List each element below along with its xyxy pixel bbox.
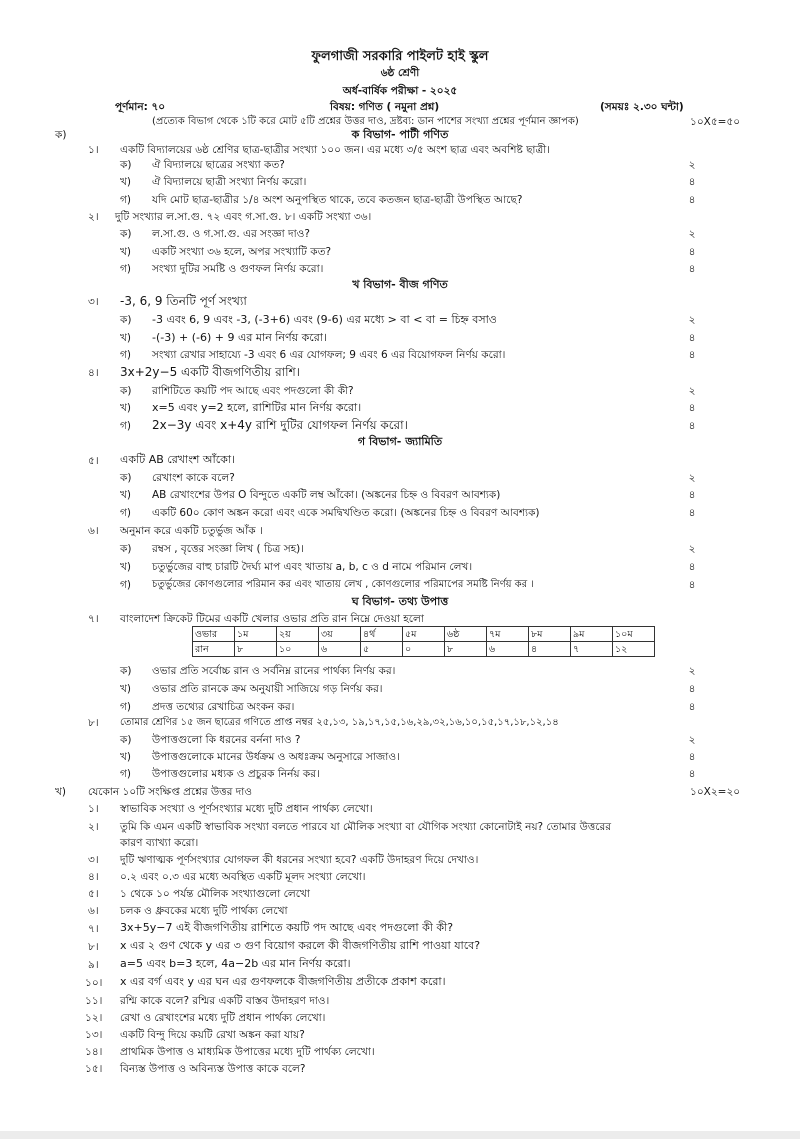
q5-stem: একটি AB রেখাংশ আঁকো।	[120, 453, 236, 466]
q5-a-mark: ২	[688, 472, 696, 484]
short-q4-number: ৪।	[88, 871, 99, 883]
table-cell: ৫ম	[403, 627, 445, 642]
q2-number: ২।	[88, 211, 99, 223]
q3-c-mark: ৪	[688, 349, 696, 361]
short-q11-text: রশ্মি কাকে বলে? রশ্মির একটি বাস্তব উদাহরণ দাও।	[120, 995, 330, 1007]
part-a-marks: ১০X৫=৫০	[690, 116, 741, 128]
q7-c-label: গ)	[120, 701, 131, 713]
q7-number: ৭।	[88, 613, 99, 625]
subject: বিষয়: গণিত ( নমুনা প্রশ্ন)	[330, 101, 440, 113]
table-cell: ৯ম	[571, 627, 613, 642]
q6-c-text: চতুর্ভুজের কোণগুলোর পরিমান কর এবং খাতায় লেখ , কোণগুলোর পরিমাপের সমষ্টি নির্ণয় কর ।	[152, 579, 534, 590]
runs-table	[192, 626, 655, 657]
table-cell: ২য়	[277, 627, 319, 642]
table-cell: ৭	[571, 642, 613, 657]
q4-c-text: 2x−3y এবং x+4y রাশি দুটির যোগফল নির্ণয় করো।	[152, 418, 408, 432]
short-q13-number: ১৩।	[85, 1029, 103, 1041]
short-q10-number: ১০।	[85, 977, 103, 989]
q2-a-text: ল.সা.গু. ও গ.সা.গু. এর সংজ্ঞা দাও?	[152, 228, 310, 240]
table-cell: ১০ম	[613, 627, 655, 642]
part-b-title: যেকোন ১০টি সংক্ষিপ্ত প্রশ্নের উত্তর দাও	[88, 786, 253, 798]
short-q6-number: ৬।	[88, 905, 99, 917]
short-q5-number: ৫।	[88, 888, 99, 900]
short-q13-text: একটি বিন্দু দিয়ে কয়টি রেখা অঙ্কন করা যায়?	[120, 1029, 305, 1041]
q4-c-label: গ)	[120, 420, 131, 432]
table-cell: ওভার	[193, 627, 235, 642]
page-bottom-edge	[0, 1131, 800, 1139]
short-q7-number: ৭।	[88, 923, 99, 935]
exam-time: (সময়ঃ ২.৩০ ঘন্টা)	[600, 101, 684, 113]
table-cell: ৮	[445, 642, 487, 657]
q8-number: ৮।	[88, 717, 99, 729]
q1-b-label: খ)	[120, 176, 131, 188]
q2-c-mark: ৪	[688, 263, 696, 275]
q4-a-text: রাশিটিতে কয়টি পদ আছে এবং পদগুলো কী কী?	[152, 385, 354, 397]
q3-b-text: -(-3) + (-6) + 9 এর মান নির্ণয় করো।	[152, 331, 327, 344]
q4-c-mark: ৪	[688, 420, 696, 432]
table-cell: ৭ম	[487, 627, 529, 642]
q4-b-text: x=5 এবং y=2 হলে, রাশিটির মান নির্ণয় করো।	[152, 401, 362, 414]
q2-a-mark: ২	[688, 228, 696, 240]
full-marks: পূর্ণমান: ৭০	[115, 101, 166, 113]
q6-a-mark: ২	[688, 543, 696, 555]
short-q9-text: a=5 এবং b=3 হলে, 4a−2b এর মান নির্ণয় করো।	[120, 957, 351, 970]
q4-a-label: ক)	[120, 385, 132, 397]
q1-c-text: যদি মোট ছাত্র-ছাত্রীর ১/৪ অংশ অনুপস্থিত থাকে, তবে কতজন ছাত্র-ছাত্রী উপস্থিত আছে?	[152, 194, 523, 206]
q7-b-mark: ৪	[688, 683, 696, 695]
q4-stem: 3x+2y−5 একটি বীজগণিতীয় রাশি।	[120, 365, 300, 379]
q7-c-mark: ৪	[688, 701, 696, 713]
q7-a-mark: ২	[688, 665, 696, 677]
q1-c-label: গ)	[120, 194, 131, 206]
q6-c-label: গ)	[120, 579, 131, 591]
short-q3-text: দুটি ঋণাত্মক পূর্ণসংখ্যার যোগফল কী ধরনের সংখ্যা হবে? একটি উদাহরণ দিয়ে দেখাও।	[120, 854, 479, 866]
q1-a-label: ক)	[120, 159, 132, 171]
class-name: ৬ষ্ঠ শ্রেণী	[380, 67, 420, 79]
q8-a-label: ক)	[120, 734, 132, 746]
table-cell: ১২	[613, 642, 655, 657]
q1-b-text: ঐ বিদ্যালয়ে ছাত্রী সংখ্যা নির্ণয় করো।	[152, 176, 307, 188]
table-cell: ১ম	[235, 627, 277, 642]
q1-number: ১।	[88, 144, 99, 156]
q5-b-text: AB রেখাংশের উপর O বিন্দুতে একটি লম্ব আঁকো। (অঙ্কনের চিহ্ন ও বিবরণ আবশ্যক)	[152, 489, 501, 501]
short-q2-text-continued: কারণ ব্যাখ্যা করো।	[120, 837, 199, 849]
q3-number: ৩।	[88, 296, 99, 308]
q5-a-text: রেখাংশ কাকে বলে?	[152, 472, 235, 484]
q7-a-label: ক)	[120, 665, 132, 677]
section-title-ga: গ বিভাগ- জ্যামিতি	[357, 435, 443, 448]
q4-a-mark: ২	[688, 385, 696, 397]
q6-a-text: রম্বস , বৃত্তের সংজ্ঞা লিখ ( চিত্র সহ)।	[152, 543, 305, 555]
instruction: (প্রত্যেক বিভাগ থেকে ১টি করে মোট ৫টি প্রশ্নের উত্তর দাও, দ্রষ্টব্য: ডান পাশের সংখ্যা প্রশ্নের পূর্ণমান জ্ঞাপক)	[152, 116, 579, 127]
short-q10-text: x এর বর্গ এবং y এর ঘন এর গুণফলকে বীজগণিতীয় প্রতীকে প্রকাশ করো।	[120, 975, 446, 988]
short-q12-number: ১২।	[85, 1012, 103, 1024]
q8-b-mark: ৪	[688, 751, 696, 763]
short-q11-number: ১১।	[85, 995, 103, 1007]
table-cell: ৬ষ্ঠ	[445, 627, 487, 642]
q8-a-mark: ২	[688, 734, 696, 746]
q6-b-label: খ)	[120, 561, 131, 573]
q2-b-mark: ৪	[688, 246, 696, 258]
q2-b-text: একটি সংখ্যা ৩৬ হলে, অপর সংখ্যাটি কত?	[152, 246, 332, 258]
q4-b-label: খ)	[120, 402, 131, 414]
q3-a-text: -3 এবং 6, 9 এবং -3, (-3+6) এবং (9-6) এর মধ্যে > বা < বা = চিহ্ন বসাও	[152, 313, 497, 326]
q6-b-text: চতুর্ভুজের বাহু চারটি দৈর্ঘ্য মাপ এবং খাতায় a, b, c ও d নামে পরিমান লেখ।	[152, 561, 473, 573]
short-q7-text: 3x+5y−7 এই বীজগণিতীয় রাশিতে কয়টি পদ আছে এবং পদগুলো কী কী?	[120, 921, 454, 934]
q6-b-mark: ৪	[688, 561, 696, 573]
q8-stem: তোমার শ্রেণির ১৫ জন ছাত্রের গণিতে প্রাপ্ত নম্বর ২৫,১৩, ১৯,১৭,১৫,১৬,২৯,৩২,১৬,১০,১৫,১৭,১৮,১২,১৪	[120, 717, 559, 728]
short-q1-number: ১।	[88, 803, 99, 815]
q3-b-label: খ)	[120, 332, 131, 344]
q6-a-label: ক)	[120, 543, 132, 555]
short-q1-text: স্বাভাবিক সংখ্যা ও পূর্ণসংখ্যার মধ্যে দুটি প্রধান পার্থক্য লেখো।	[120, 803, 373, 815]
q3-stem: -3, 6, 9 তিনটি পূর্ণ সংখ্যা	[120, 294, 247, 308]
q8-b-text: উপাত্তগুলোকে মানের উর্ধক্রম ও অধঃক্রম অনুসারে সাজাও।	[152, 751, 400, 763]
table-cell: ১০	[277, 642, 319, 657]
table-row	[193, 627, 655, 642]
table-cell: ৫	[361, 642, 403, 657]
q1-a-mark: ২	[688, 159, 696, 171]
table-cell: ৮ম	[529, 627, 571, 642]
q1-c-mark: ৪	[688, 194, 696, 206]
school-name: ফুলগাজী সরকারি পাইলট হাই স্কুল	[311, 49, 489, 64]
q5-c-mark: ৪	[688, 507, 696, 519]
short-q12-text: রেখা ও রেখাংশের মধ্যে দুটি প্রধান পার্থক্য লেখো।	[120, 1012, 326, 1024]
q7-stem: বাংলাদেশ ক্রিকেট টিমের একটি খেলার ওভার প্রতি রান নিম্নে দেওয়া হলো	[120, 613, 424, 625]
section-title-gha: ঘ বিভাগ- তথ্য উপাত্ত	[351, 595, 449, 608]
table-cell: ৪র্থ	[361, 627, 403, 642]
short-q14-text: প্রাথমিক উপাত্ত ও মাধ্যমিক উপাত্তের মধ্যে দুটি পার্থক্য লেখো।	[120, 1046, 375, 1058]
section-title-kha: খ বিভাগ- বীজ গণিত	[352, 278, 448, 291]
short-q4-text: ০.২ এবং ০.৩ এর মধ্যে অবস্থিত একটি মূলদ সংখ্যা লেখো।	[120, 871, 366, 883]
q8-a-text: উপাত্তগুলো কি ধরনের বর্ননা দাও ?	[152, 734, 301, 746]
q5-c-text: একটি 60০ কোণ অঙ্কন করো এবং একে সমদ্বিখণ্ডিত করো। (অঙ্কনের চিহ্ন ও বিবরণ আবশ্যক)	[152, 507, 540, 519]
table-cell: ৬	[487, 642, 529, 657]
q2-c-text: সংখ্যা দুটির সমষ্টি ও গুণফল নির্ণয় করো।	[152, 263, 324, 275]
short-q15-text: বিন্যস্ত উপাত্ত ও অবিন্যস্ত উপাত্ত কাকে বলে?	[120, 1063, 306, 1075]
short-q9-number: ৯।	[88, 959, 99, 971]
q2-a-label: ক)	[120, 228, 132, 240]
part-b-label: খ)	[55, 786, 66, 798]
q8-b-label: খ)	[120, 751, 131, 763]
q3-c-text: সংখ্যা রেখার সাহায্যে -3 এবং 6 এর যোগফল; 9 এবং 6 এর বিয়োগফল নির্ণয় করো।	[152, 349, 506, 361]
q2-stem: দুটি সংখ্যার ল.সা.গু. ৭২ এবং গ.সা.গু. ৮। একটি সংখ্যা ৩৬।	[115, 211, 372, 223]
short-q2-text: তুমি কি এমন একটি স্বাভাবিক সংখ্যা বলতে পারবে যা মৌলিক সংখ্যা বা যৌগিক সংখ্যা কোনোটাই নয়? তোমার উত্তরের	[120, 821, 612, 833]
q2-c-label: গ)	[120, 263, 131, 275]
short-q6-text: চলক ও ধ্রুবকের মধ্যে দুটি পার্থক্য লেখো	[120, 905, 288, 917]
table-cell: রান	[193, 642, 235, 657]
table-cell: ৬	[319, 642, 361, 657]
q7-b-label: খ)	[120, 683, 131, 695]
q8-c-label: গ)	[120, 768, 131, 780]
q1-b-mark: ৪	[688, 176, 696, 188]
q6-number: ৬।	[88, 525, 99, 537]
q4-b-mark: ৪	[688, 402, 696, 414]
exam-title: অর্ধ-বার্ষিক পরীক্ষা - ২০২৫	[342, 85, 458, 97]
q6-stem: অনুমান করে একটি চতুর্ভুজ আঁক ।	[120, 525, 263, 537]
q6-c-mark: ৪	[688, 579, 696, 591]
q1-stem: একটি বিদ্যালয়ের ৬ষ্ঠ শ্রেণির ছাত্র-ছাত্রীর সংখ্যা ১০০ জন। এর মধ্যে ৩/৫ অংশ ছাত্র এবং অবশিষ্ট ছাত্রী।	[120, 144, 550, 156]
short-q8-number: ৮।	[88, 941, 99, 953]
q7-a-text: ওভার প্রতি সর্বোচ্চ রান ও সর্বনিম্ন রানের পার্থক্য নির্ণয় কর।	[152, 665, 396, 677]
q7-c-text: প্রদত্ত তথ্যের রেখাচিত্র অংকন কর।	[152, 701, 295, 713]
section-title-ka: ক বিভাগ- পাটী গণিত	[351, 128, 449, 141]
q5-a-label: ক)	[120, 472, 132, 484]
part-a-label: ক)	[55, 129, 67, 141]
q3-a-label: ক)	[120, 314, 132, 326]
q2-b-label: খ)	[120, 246, 131, 258]
short-q5-text: ১ থেকে ১০ পর্যন্ত মৌলিক সংখ্যাগুলো লেখো	[120, 888, 310, 900]
q7-b-text: ওভার প্রতি রানকে ক্রম অনুযায়ী সাজিয়ে গড় নির্ণয় কর।	[152, 683, 383, 695]
table-cell: ৮	[235, 642, 277, 657]
q4-number: ৪।	[88, 367, 99, 379]
q3-a-mark: ২	[688, 314, 696, 326]
q1-a-text: ঐ বিদ্যালয়ে ছাত্রের সংখ্যা কত?	[152, 159, 285, 171]
short-q2-number: ২।	[88, 821, 99, 833]
table-cell: ০	[403, 642, 445, 657]
table-row	[193, 642, 655, 657]
short-q15-number: ১৫।	[85, 1063, 103, 1075]
q5-b-label: খ)	[120, 489, 131, 501]
short-q3-number: ৩।	[88, 854, 99, 866]
short-q14-number: ১৪।	[85, 1046, 103, 1058]
q3-c-label: গ)	[120, 349, 131, 361]
table-cell: ৩য়	[319, 627, 361, 642]
q8-c-text: উপাত্তগুলোর মধ্যক ও প্রচুরক নির্নয় কর।	[152, 768, 320, 780]
part-b-marks: ১০X২=২০	[690, 786, 741, 798]
q5-b-mark: ৪	[688, 489, 696, 501]
q5-c-label: গ)	[120, 507, 131, 519]
q5-number: ৫।	[88, 455, 99, 467]
short-q8-text: x এর ২ গুণ থেকে y এর ৩ গুণ বিয়োগ করলে কী বীজগণিতীয় রাশি পাওয়া যাবে?	[120, 939, 481, 952]
table-cell: ৪	[529, 642, 571, 657]
q8-c-mark: ৪	[688, 768, 696, 780]
q3-b-mark: ৪	[688, 332, 696, 344]
